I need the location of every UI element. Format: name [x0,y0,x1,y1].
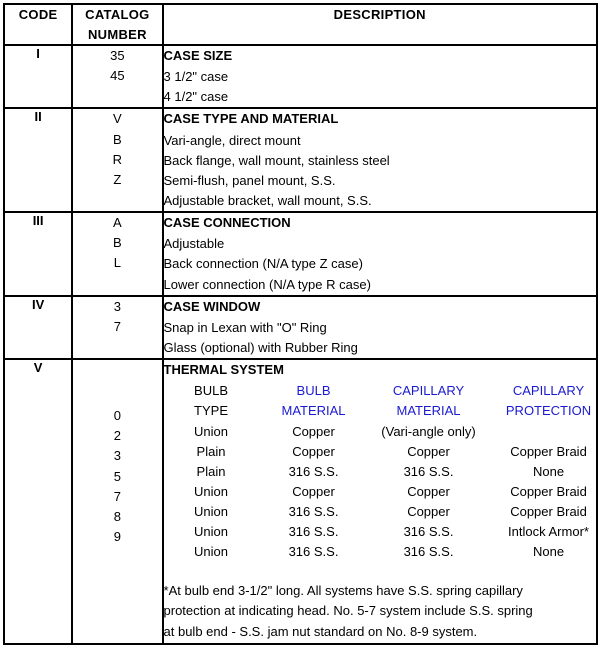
thermal-cell: Union [194,544,228,560]
thermal-cell: Intlock Armor* [508,524,589,540]
thermal-cell: None [532,463,565,479]
table-row [4,212,597,296]
thermal-col-header: TYPE [194,403,228,419]
description-title: CASE CONNECTION [163,215,291,231]
footnote-line: protection at indicating head. No. 5-7 system include S.S. spring [163,603,533,619]
description-line: Adjustable bracket, wall mount, S.S. [163,192,372,208]
description-title: CASE TYPE AND MATERIAL [163,111,339,127]
thermal-cell: Copper [407,504,450,520]
table-row [4,296,597,359]
thermal-cell [489,422,601,442]
row-description [163,296,597,359]
thermal-cell: Copper [292,423,335,439]
row-catalog-numbers [72,212,162,296]
row-description [163,359,597,644]
catalog-value: 5 [113,468,121,484]
row-catalog-numbers [72,108,162,212]
row-catalog-numbers [72,296,162,359]
row-catalog-numbers [72,359,162,644]
thermal-col-header: BULB [194,383,228,399]
thermal-col-header: CAPILLARY [392,383,465,399]
thermal-cell: Copper Braid [510,443,587,459]
description-line: Back connection (N/A type Z case) [163,256,363,272]
catalog-value: 7 [113,318,121,334]
thermal-col-header: BULB [296,383,331,399]
specification-table [3,3,598,645]
header-catalog-line1: CATALOG [85,7,150,22]
catalog-value: B [113,235,122,251]
thermal-cell: Copper [292,443,335,459]
description-line: Snap in Lexan with "O" Ring [163,319,327,335]
description-title: THERMAL SYSTEM [163,362,284,378]
header-description: DESCRIPTION [163,4,597,45]
catalog-value: 3 [113,298,121,314]
description-title: CASE WINDOW [163,298,261,314]
table-row-thermal [4,359,597,644]
catalog-value: R [112,151,123,167]
catalog-value: 7 [113,488,121,504]
thermal-col-header: MATERIAL [281,403,346,419]
thermal-col-header: MATERIAL [396,403,461,419]
row-code: IV [4,296,72,359]
table-row [4,45,597,108]
thermal-cell: None [532,544,565,560]
thermal-cell: 316 S.S. [403,463,454,479]
thermal-cell: Union [194,524,228,540]
description-line: Adjustable [163,236,225,252]
description-line: Semi-flush, panel mount, S.S. [163,172,336,188]
thermal-cell: Plain [196,443,226,459]
thermal-col-header: CAPILLARY [512,383,585,399]
row-code: I [4,45,72,108]
description-line: 3 1/2" case [163,69,229,85]
table-row [4,108,597,212]
catalog-value: B [113,131,122,147]
thermal-cell: 316 S.S. [288,544,339,560]
row-description [163,45,597,108]
thermal-cell: Copper [292,483,335,499]
thermal-footnote [164,581,596,643]
footnote-line: at bulb end - S.S. jam nut standard on No. 8-9 system. [163,624,478,640]
catalog-value: 9 [113,528,121,544]
thermal-cell: Union [194,483,228,499]
description-line: Vari-angle, direct mount [163,132,301,148]
thermal-cell: Plain [196,463,226,479]
row-code: III [4,212,72,296]
description-line: Back flange, wall mount, stainless steel [163,152,390,168]
thermal-col-header: PROTECTION [505,403,592,419]
description-title: CASE SIZE [163,48,233,63]
thermal-cell: (Vari-angle only) [381,423,476,439]
header-code: CODE [4,4,72,45]
row-description [163,212,597,296]
thermal-cell: 316 S.S. [403,544,454,560]
thermal-cell: Copper Braid [510,504,587,520]
catalog-value: A [113,215,122,231]
thermal-cell: Union [194,504,228,520]
footnote-line: *At bulb end 3-1/2" long. All systems have S.S. spring capillary [163,582,523,598]
thermal-cell: Union [194,423,228,439]
table-header-row [4,4,597,45]
catalog-value: 2 [113,428,121,444]
header-catalog-number [72,4,162,45]
thermal-cell: Copper [407,483,450,499]
thermal-system-grid [164,381,596,562]
description-line: 4 1/2" case [163,89,229,105]
row-catalog-numbers [72,45,162,108]
thermal-cell: Copper [407,443,450,459]
catalog-value: 3 [113,448,121,464]
catalog-value: V [113,111,122,127]
thermal-cell: Copper Braid [510,483,587,499]
catalog-value: L [113,255,121,271]
description-line: Glass (optional) with Rubber Ring [163,339,358,355]
thermal-cell: 316 S.S. [288,524,339,540]
thermal-cell: 316 S.S. [403,524,454,540]
catalog-value: 0 [113,408,121,424]
row-code: V [4,359,72,644]
thermal-cell: 316 S.S. [288,463,339,479]
catalog-value: 8 [113,508,121,524]
catalog-value: Z [113,171,122,187]
catalog-value: 45 [110,68,125,84]
catalog-value: 35 [110,48,125,63]
row-description [163,108,597,212]
header-catalog-line2: NUMBER [87,26,147,42]
row-code: II [4,108,72,212]
description-line: Lower connection (N/A type R case) [163,276,371,292]
thermal-cell: 316 S.S. [288,504,339,520]
